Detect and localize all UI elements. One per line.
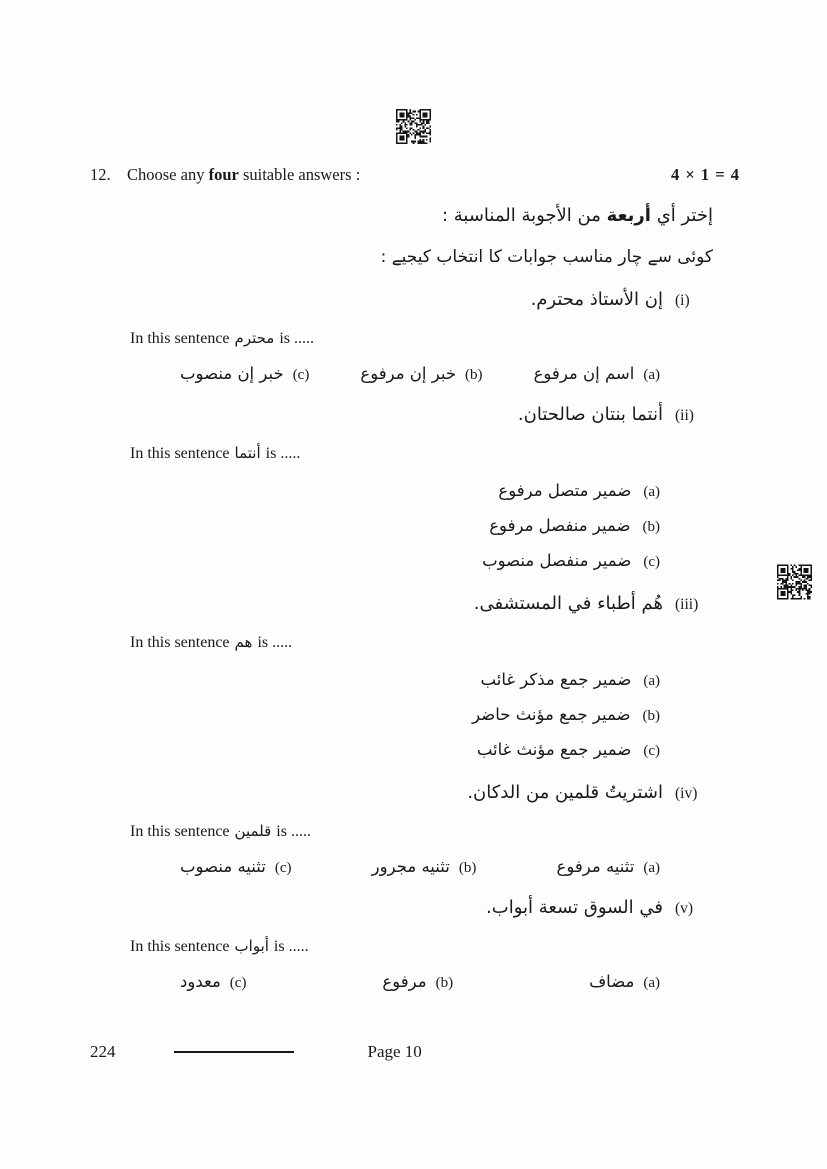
options [90,663,740,768]
question-item [90,588,740,768]
item-numeral: (iii) [675,596,699,613]
item-sentence-arabic: اشتريتُ قلمين من الدكان. [467,782,663,803]
options [90,359,740,390]
option-text: خبر إن منصوب [180,364,284,383]
option [180,359,309,390]
item-sentence-arabic: أنتما بنتان صالحتان. [517,404,663,425]
items [90,284,740,998]
question-text-bold: four [208,165,239,184]
option-label: (a) [643,860,660,876]
option-text: ضمير جمع مذكر غائب [480,670,632,689]
instruction-arabic-bold: أربعة [606,205,651,226]
page-content [90,0,740,1064]
option [90,698,660,733]
option-text: مضاف [589,972,635,991]
option [372,852,477,883]
prompt-word-arabic: محترم [234,329,275,347]
option [382,967,453,998]
options [90,474,740,579]
prompt-after: is ..... [257,634,293,651]
paper-code: 224 [90,1042,116,1061]
item-prompt [130,440,740,467]
option-label: (c) [229,975,247,991]
prompt-before: In this sentence [130,330,230,347]
option-text: تثنيه مجرور [371,857,450,876]
option [90,474,660,509]
item-sentence-arabic: هُم أطباء في المستشفى. [473,593,663,614]
prompt-after: is ..... [279,330,315,347]
option-text: اسم إن مرفوع [533,364,635,383]
question-item [90,777,740,883]
prompt-before: In this sentence [130,938,230,955]
instruction-arabic [90,201,740,231]
item-sentence-line [90,588,740,620]
prompt-word-arabic: قلمين [234,822,272,840]
option [180,967,246,998]
question-item [90,892,740,998]
option-label: (a) [643,484,660,500]
item-prompt [130,629,740,656]
option [90,544,660,579]
item-sentence-line [90,892,740,924]
option-label: (a) [643,673,660,689]
item-sentence-arabic: في السوق تسعة أبواب. [486,897,663,918]
option-label: (b) [642,519,660,535]
option-text: ضمير منفصل مرفوع [489,516,631,535]
question-marks: 4 × 1 = 4 [670,165,740,184]
item-prompt [130,933,740,960]
item-sentence-line [90,399,740,431]
option-label: (c) [292,367,310,383]
option-text: ضمير جمع مؤنث غائب [476,740,632,759]
item-numeral: (v) [675,900,694,917]
option-text: تثنيه منصوب [180,857,266,876]
prompt-before: In this sentence [130,634,230,651]
option-text: ضمير منفصل منصوب [482,551,632,570]
option [534,359,660,390]
option-label: (a) [643,975,660,991]
qr-code-icon-side [777,562,812,602]
prompt-before: In this sentence [130,445,230,462]
instruction-arabic-post: من الأجوبة المناسبة : [441,205,607,226]
prompt-before: In this sentence [130,823,230,840]
option-label: (c) [643,743,660,759]
item-numeral: (iv) [675,785,698,802]
option [360,359,482,390]
option [90,509,660,544]
instruction-urdu: کوئی سے چار مناسب جوابات کا انتخاب کیجیے : [380,247,713,267]
question-text [127,163,360,187]
item-numeral: (ii) [675,407,694,424]
question-text-before: Choose any [127,165,209,184]
option-text: خبر إن مرفوع [360,364,457,383]
question-header [90,163,740,187]
prompt-word-arabic: أنتما [234,444,261,462]
option [90,733,660,768]
option-text: ضمير جمع مؤنث حاضر [472,705,631,724]
option-text: تثنيه مرفوع [556,857,635,876]
option-label: (c) [643,554,660,570]
question-item [90,284,740,390]
item-sentence-line [90,284,740,316]
instruction-arabic-pre: إختر أي [650,205,713,226]
prompt-word-arabic: أبواب [234,937,269,955]
option-label: (c) [274,860,292,876]
item-sentence-arabic: إن الأستاذ محترم. [530,289,663,310]
item-prompt [130,818,740,845]
prompt-after: is ..... [276,823,311,840]
footer-rule [174,1051,294,1053]
options [90,852,740,883]
prompt-word-arabic: هم [234,633,253,651]
option-text: معدود [180,972,221,991]
question-item [90,399,740,579]
option [90,663,660,698]
option [557,852,660,883]
question-number: 12. [90,165,111,184]
option-label: (b) [458,860,477,876]
option-label: (a) [643,367,660,383]
option-label: (b) [465,367,483,383]
prompt-after: is ..... [265,445,301,462]
item-sentence-line [90,777,740,809]
option-label: (b) [435,975,454,991]
option [180,852,291,883]
page-footer [90,1040,740,1064]
page-number: Page 10 [367,1042,422,1061]
option [589,967,660,998]
prompt-after: is ..... [273,938,309,955]
option-text: ضمير متصل مرفوع [498,481,632,500]
item-prompt [130,325,740,352]
item-numeral: (i) [675,292,690,309]
question-text-after: suitable answers : [238,165,361,184]
options [90,967,740,998]
option-label: (b) [642,708,660,724]
option-text: مرفوع [382,972,427,991]
